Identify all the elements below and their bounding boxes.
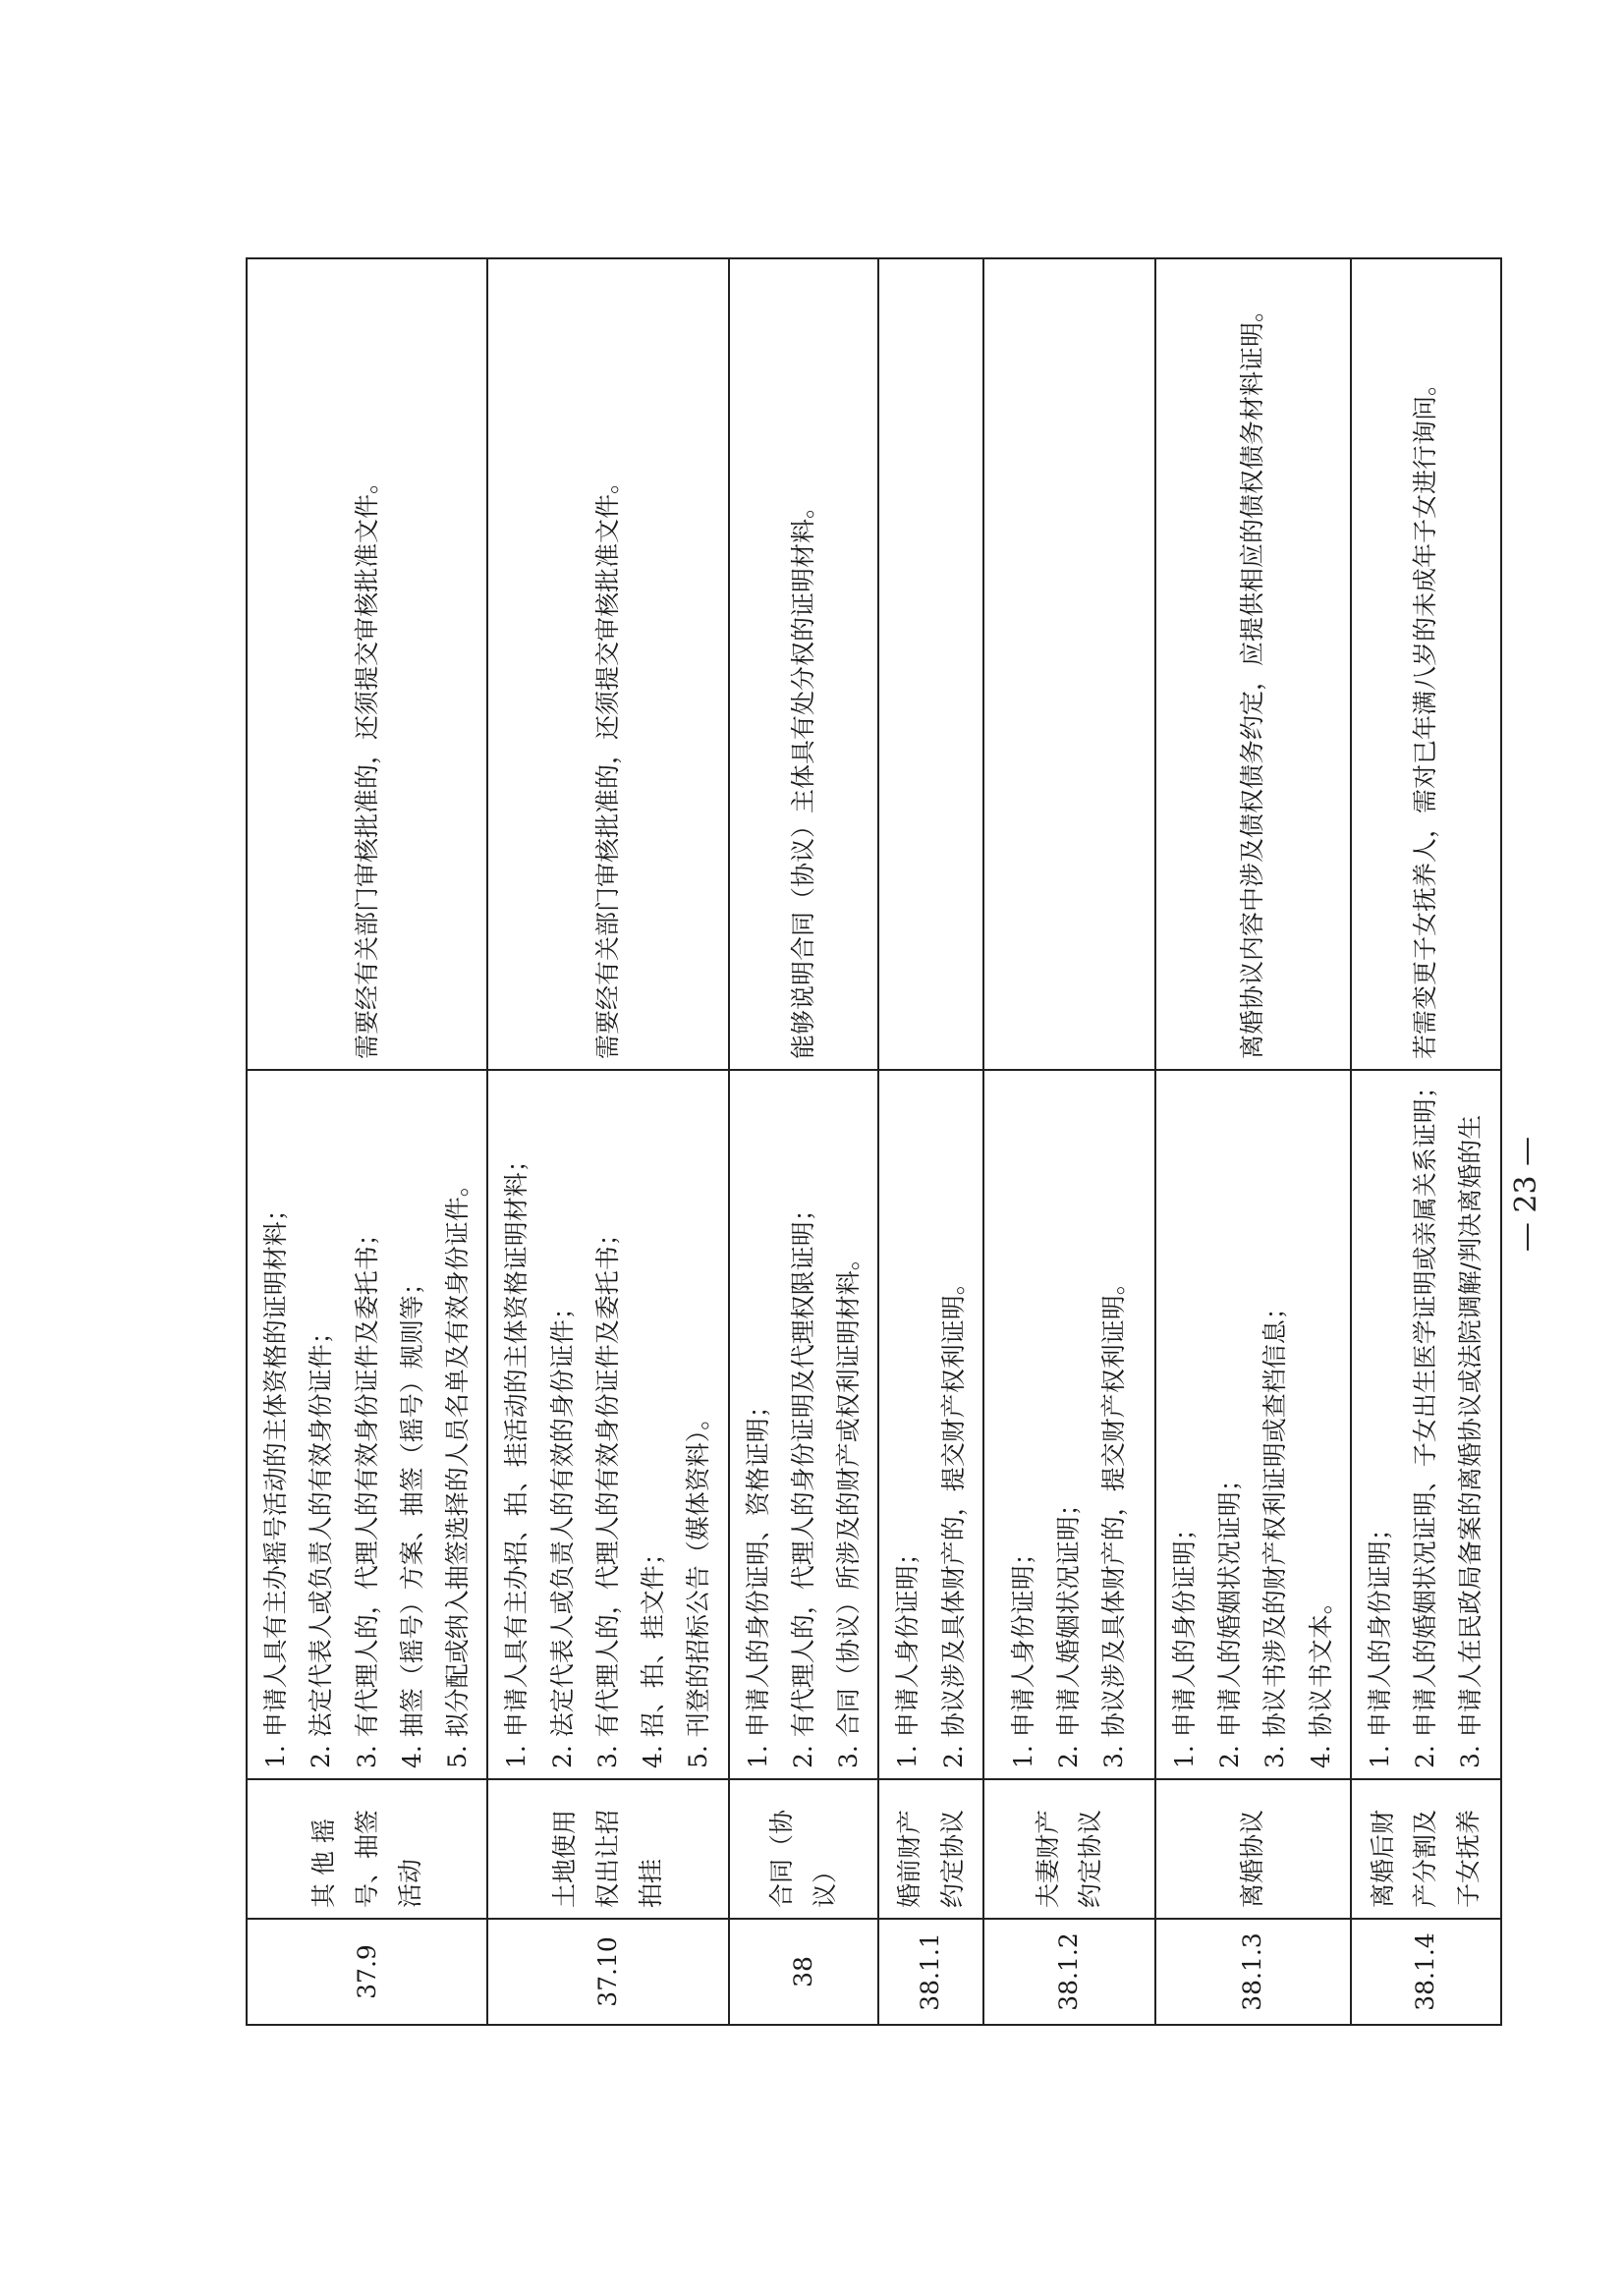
rotated-page [246,257,1485,2026]
material-line: 1. 申请人的身份证明、资格证明； [743,1393,772,1768]
material-line: 2. 法定代表人或负责人的有效身份证件； [307,1319,336,1768]
item-name: 夫妻财产约定协议 [983,1779,1155,1919]
note-text: 需要经有关部门审核批准的，还须提交审核批准文件。 [352,469,381,1059]
item-name: 合同（协议） [729,1779,879,1919]
table-row [1351,258,1501,2025]
material-line: 2. 申请人婚姻状况证明； [1054,1491,1084,1768]
material-line: 3. 协议书涉及的财产权利证明或查档信息； [1260,1295,1290,1768]
note-cell [487,258,728,1070]
item-name: 离婚后财产分割及子女抚养 [1351,1779,1501,1919]
material-line: 1. 申请人的身份证明； [1365,1516,1394,1768]
note-text: 离婚协议内容中涉及债权债务约定，应提供相应的债权债务材料证明。 [1238,297,1267,1059]
row-number: 38.1.3 [1155,1919,1351,2025]
materials-cell [247,1070,487,1779]
materials-cell [487,1070,728,1779]
material-line: 5. 拟分配或纳入抽签选择的人员名单及有效身份证件。 [443,1172,472,1768]
material-line: 2. 申请人的婚姻状况证明； [1215,1467,1244,1768]
row-number: 37.10 [487,1919,728,2025]
note-cell [983,258,1155,1070]
material-line: 1. 申请人具有主办招、拍、挂活动的主体资格证明材料； [502,1148,532,1768]
material-line: 2. 协议涉及具体财产的，提交财产权利证明。 [938,1270,968,1768]
item-name: 其 他 摇号、抽签活动 [247,1779,487,1919]
item-name: 土地使用权出让招拍挂 [487,1779,728,1919]
material-line: 4. 抽签（摇号）方案、抽签（摇号）规则等； [397,1270,426,1768]
materials-cell [1155,1070,1351,1779]
row-number: 38.1.1 [878,1919,983,2025]
note-text: 若需变更子女抚养人，需对已年满八岁的未成年子女进行询问。 [1411,370,1439,1059]
material-line: 1. 申请人的身份证明； [1169,1516,1199,1768]
material-line: 4. 协议书文本。 [1306,1590,1335,1768]
table-row [247,258,487,2025]
material-line: 3. 有代理人的，代理人的有效身份证件及委托书； [352,1221,381,1768]
material-line: 1. 申请人具有主办摇号活动的主体资格的证明材料； [261,1197,290,1768]
material-line: 2. 有代理人的，代理人的身份证明及代理权限证明； [788,1197,817,1768]
material-line: 2. 法定代表人或负责人的有效的身份证件； [547,1295,577,1768]
materials-cell [1351,1070,1501,1779]
material-line: 1. 申请人身份证明； [893,1540,923,1768]
materials-cell [983,1070,1155,1779]
table-row [1155,258,1351,2025]
table-row [487,258,728,2025]
material-line: 3. 申请人在民政局备案的离婚协议或法院调解/判决离婚的生 [1456,1114,1485,1768]
note-text: 能够说明合同（协议）主体具有处分权的证明材料。 [788,493,817,1059]
material-line: 1. 申请人身份证明； [1008,1540,1037,1768]
note-cell [878,258,983,1070]
materials-cell [878,1070,983,1779]
item-name: 离婚协议 [1155,1779,1351,1919]
note-cell [729,258,879,1070]
table-row [878,258,983,2025]
table-row [729,258,879,2025]
material-line: 4. 招、拍、挂文件； [639,1540,667,1768]
row-number: 38.1.2 [983,1919,1155,2025]
page-number: — 23 — [1509,1136,1544,1253]
row-number: 37.9 [247,1919,487,2025]
material-line: 3. 有代理人的，代理人的有效身份证件及委托书； [592,1221,622,1768]
note-text: 需要经有关部门审核批准的，还须提交审核批准文件。 [592,469,622,1059]
material-line: 5. 刊登的招标公告（媒体资料）。 [684,1405,713,1768]
row-number: 38 [729,1919,879,2025]
table-row [983,258,1155,2025]
material-line: 3. 合同（协议）所涉及的财产或权利证明材料。 [834,1246,863,1768]
note-cell [247,258,487,1070]
row-number: 38.1.4 [1351,1919,1501,2025]
notary-materials-table [246,257,1502,2026]
materials-cell [729,1070,879,1779]
note-cell [1351,258,1501,1070]
material-line: 2. 申请人的婚姻状况证明、子女出生医学证明或亲属关系证明； [1411,1074,1439,1768]
material-line: 3. 协议涉及具体财产的，提交财产权利证明。 [1099,1270,1129,1768]
note-cell [1155,258,1351,1070]
item-name: 婚前财产约定协议 [878,1779,983,1919]
